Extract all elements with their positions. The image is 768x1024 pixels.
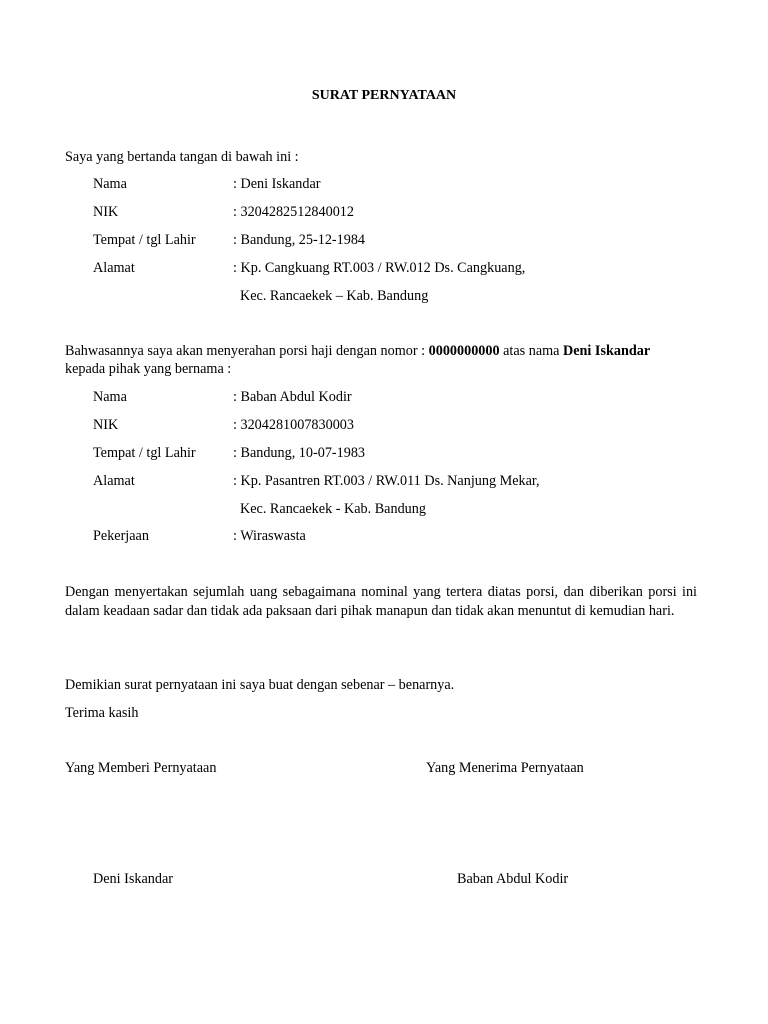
giver-name: Deni Iskandar	[93, 871, 173, 887]
closing-text: Demikian surat pernyataan ini saya buat dengan sebenar – benarnya.	[65, 677, 455, 693]
first-party-nama-value: : Deni Iskandar	[233, 176, 321, 192]
second-party-alamat-line1: : Kp. Pasantren RT.003 / RW.011 Ds. Nanjung Mekar,	[233, 473, 540, 489]
statement-line1	[65, 343, 650, 360]
first-party-ttl-value: : Bandung, 25-12-1984	[233, 232, 366, 248]
second-party-alamat-line2: Kec. Rancaekek - Kab. Bandung	[240, 501, 426, 517]
statement-name: Deni Iskandar	[563, 343, 651, 359]
receiver-name: Baban Abdul Kodir	[457, 871, 569, 887]
statement-line2: kepada pihak yang bernama :	[65, 361, 232, 377]
thanks-text: Terima kasih	[65, 705, 139, 721]
second-party-pekerjaan-value: : Wiraswasta	[233, 528, 306, 544]
statement-part1: Bahwasannya saya akan menyerahan porsi haji dengan nomor :	[65, 343, 429, 359]
first-party-ttl-label: Tempat / tgl Lahir	[93, 232, 196, 248]
second-party-alamat-label: Alamat	[93, 473, 135, 489]
document-title: SURAT PERNYATAAN	[311, 88, 457, 103]
intro-text: Saya yang bertanda tangan di bawah ini :	[65, 149, 299, 165]
second-party-nama-value: : Baban Abdul Kodir	[233, 389, 352, 405]
first-party-alamat-label: Alamat	[93, 260, 135, 276]
first-party-nik-value: : 3204282512840012	[233, 204, 354, 220]
statement-part2: atas nama	[499, 343, 563, 359]
first-party-nik-label: NIK	[93, 204, 119, 220]
second-party-nama-label: Nama	[93, 389, 127, 405]
receiver-label: Yang Menerima Pernyataan	[426, 760, 584, 776]
declaration-paragraph: Dengan menyertakan sejumlah uang sebagaimana nominal yang tertera diatas porsi, dan diberikan porsi ini dalam keadaan sadar dan tidak ada paksaan dari pihak manapun dan tidak akan menuntut di kemudian hari.	[65, 584, 697, 619]
first-party-alamat-line1: : Kp. Cangkuang RT.003 / RW.012 Ds. Cangkuang,	[233, 260, 526, 276]
second-party-ttl-label: Tempat / tgl Lahir	[93, 445, 196, 461]
second-party-nik-label: NIK	[93, 417, 119, 433]
second-party-pekerjaan-label: Pekerjaan	[93, 528, 149, 544]
first-party-alamat-line2: Kec. Rancaekek – Kab. Bandung	[240, 288, 429, 304]
giver-label: Yang Memberi Pernyataan	[65, 760, 217, 776]
porsi-number: 0000000000	[428, 343, 500, 359]
second-party-nik-value: : 3204281007830003	[233, 417, 354, 433]
first-party-nama-label: Nama	[93, 176, 127, 192]
second-party-ttl-value: : Bandung, 10-07-1983	[233, 445, 366, 461]
